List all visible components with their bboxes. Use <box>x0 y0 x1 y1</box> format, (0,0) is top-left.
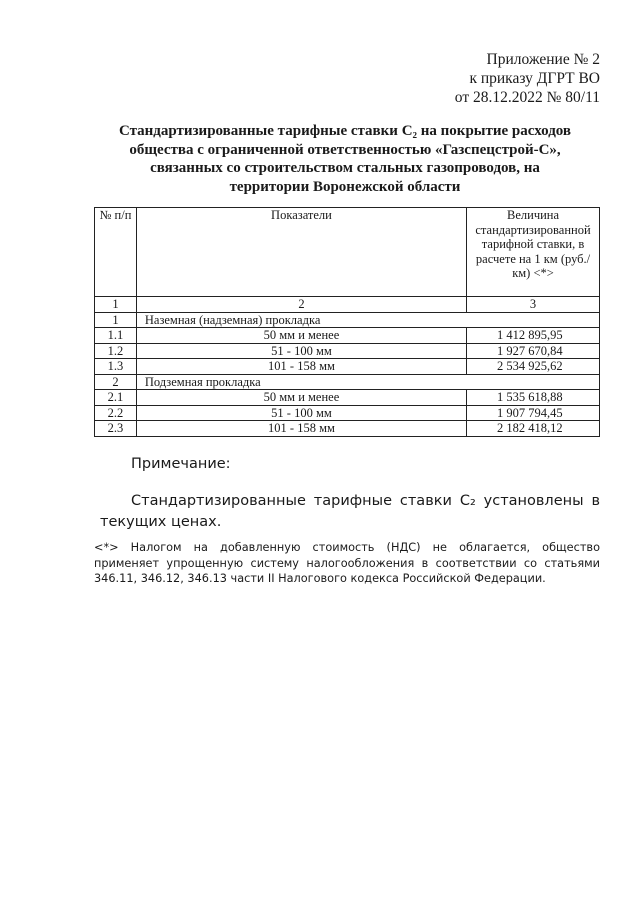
column-number-row <box>95 297 600 313</box>
row-number: 1.2 <box>95 343 137 359</box>
tariff-table <box>94 207 600 437</box>
header-value: Величина стандартизированной тарифной ставки, в расчете на 1 км (руб./км) <*> <box>467 208 600 297</box>
row-name: 50 мм и менее <box>136 390 466 406</box>
row-number: 1.1 <box>95 328 137 344</box>
row-name: 50 мм и менее <box>136 328 466 344</box>
row-section-name: Наземная (надземная) прокладка <box>136 312 599 328</box>
document-title: Стандартизированные тарифные ставки С₂ на покрытие расходов общества с ограниченной ответственностью «Газспецстрой-С», связанных со строительством стальных газопроводов, на территории Воронежской области <box>118 123 572 195</box>
row-value: 2 182 418,12 <box>467 421 600 437</box>
table-header-row <box>95 208 600 297</box>
appendix-line-3: от 28.12.2022 № 80/11 <box>454 89 600 106</box>
table-row <box>95 421 600 437</box>
table-row <box>95 390 600 406</box>
row-value: 2 534 925,62 <box>467 359 600 375</box>
row-number: 1 <box>95 312 137 328</box>
table-row <box>95 343 600 359</box>
note-label: Примечание: <box>131 456 231 472</box>
header-number: № п/п <box>95 208 137 297</box>
note-text: Стандартизированные тарифные ставки С₂ установлены в текущих ценах. <box>100 493 600 530</box>
row-number: 2.2 <box>95 405 137 421</box>
column-number: 2 <box>136 297 466 313</box>
column-number: 3 <box>467 297 600 313</box>
row-number: 2.1 <box>95 390 137 406</box>
table-row <box>95 359 600 375</box>
appendix-line-1: Приложение № 2 <box>486 51 600 68</box>
appendix-header <box>455 50 600 107</box>
table-row <box>95 328 600 344</box>
row-number: 1.3 <box>95 359 137 375</box>
row-number: 2.3 <box>95 421 137 437</box>
appendix-line-2: к приказу ДГРТ ВО <box>469 70 600 87</box>
header-indicator: Показатели <box>136 208 466 297</box>
row-value: 1 907 794,45 <box>467 405 600 421</box>
row-name: 101 - 158 мм <box>136 359 466 375</box>
table-row <box>95 312 600 328</box>
row-number: 2 <box>95 374 137 390</box>
row-value: 1 535 618,88 <box>467 390 600 406</box>
row-name: 101 - 158 мм <box>136 421 466 437</box>
column-number: 1 <box>95 297 137 313</box>
row-name: 51 - 100 мм <box>136 405 466 421</box>
table-row <box>95 374 600 390</box>
row-value: 1 412 895,95 <box>467 328 600 344</box>
row-section-name: Подземная прокладка <box>136 374 599 390</box>
row-value: 1 927 670,84 <box>467 343 600 359</box>
row-name: 51 - 100 мм <box>136 343 466 359</box>
footnote: <*> Налогом на добавленную стоимость (НДС) не облагается, общество применяет упрощенную систему налогообложения в соответствии со статьями 346.11, 346.12, 346.13 части II Налогового кодекса Российской Федерации. <box>94 541 600 585</box>
table-row <box>95 405 600 421</box>
